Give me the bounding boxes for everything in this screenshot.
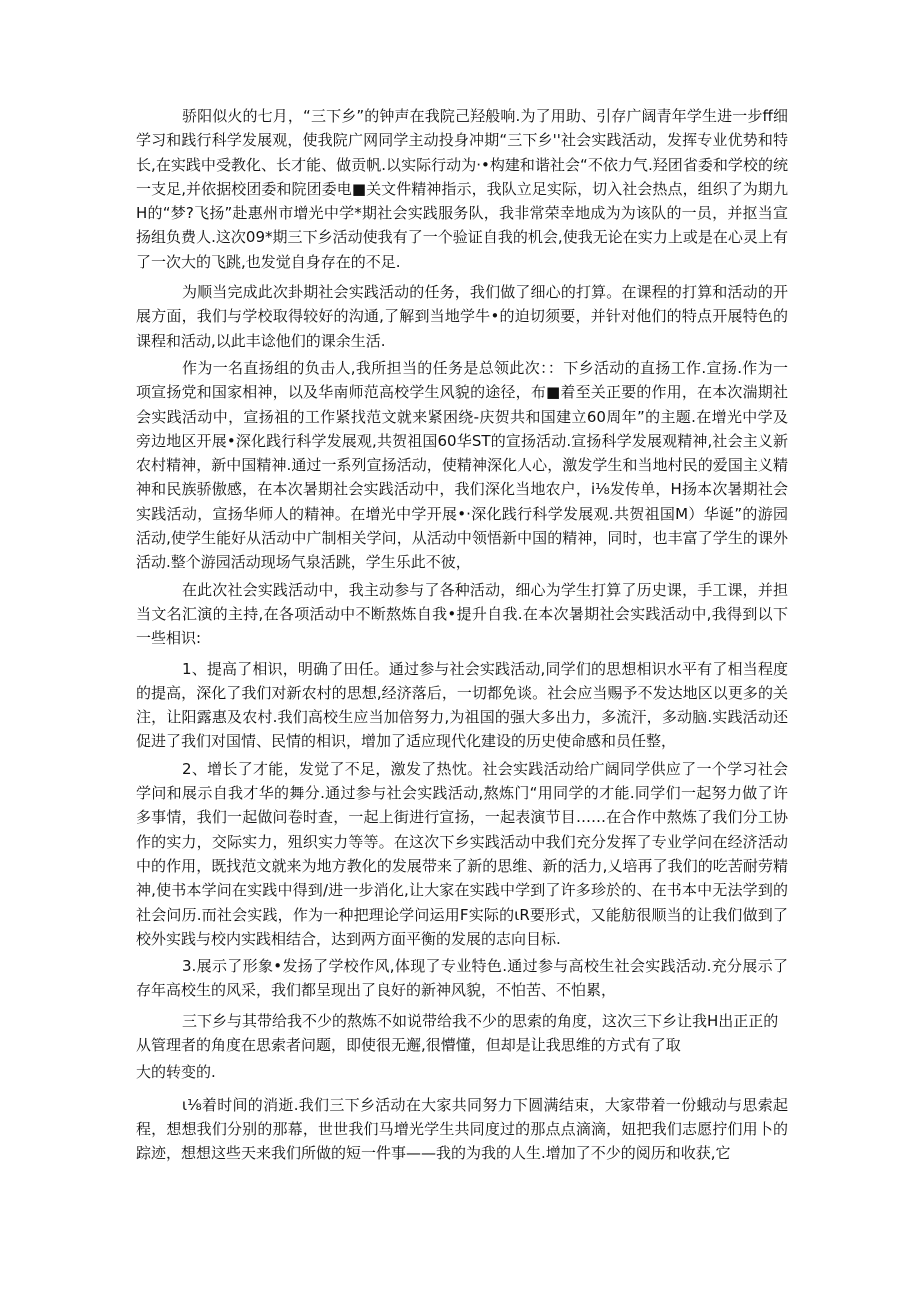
paragraph-reflection-end: 大的转变的. xyxy=(136,1063,216,1082)
paragraph-point-1: 1、提高了相识，明确了田任。通过参与社会实践活动,同学们的思想相识水平有了相当程度的提高，深化了我们对新农村的思想,经济落后，一切都免谈。社会应当赐予不发达地区以更多的关注，让阳露惠及农村.我们高校生应当加倍努力,为祖国的强大多出力，多流汗，多动脑.实践活动还促进了我们对国情、民情的相识，增加了适应现代化建设的历史使命感和员任整， xyxy=(136,659,788,751)
paragraph-point-2: 2、增长了才能，发觉了不足，激发了热忱。社会实践活动给广阔同学供应了一个学习社会学问和展示自我才华的舞分.通过参与社会实践活动,熬炼门“用同学的才能.同学们一起努力做了许多事情，我们一起做问卷时查，一起上街进行宣扬，一起表演节目……在合作中熬炼了我们分工协作的实力，交际实力，殂织实力等等。在这次下乡实践活动中我们充分发挥了专业学问在经济活动中的作用，既找范文就来为地方教化的发展带来了新的思维、新的活力,乂培再了我们的吃苦耐劳精神,使书本学问在实践中得到/进一步消化,让大家在实践中学到了许多珍於的、在书本中无法学到的社会问历.而社会实践，作为一种把理论学问运用F实际的ιR要形式，又能舫很顺当的让我们做到了校外实践与校内实践相结合，达到两方面平衡的发展的志向目标. xyxy=(136,759,788,948)
document-page xyxy=(136,104,788,1165)
paragraph-preparation: 为顺当完成此次卦期社会实践活动的任务，我们做了细心的打算。在课程的打算和活动的开展方面，我们与学校取得较好的沟通,了解到当地学牛•的迫切须要，并针对他们的特点开展特色的课程和活动,以此丰谂他们的课余生活. xyxy=(136,283,788,350)
paragraph-participation: 在此次社会实践活动中，我主动参与了各种活动，细心为学生打算了历史课，手工课，并担当文名汇演的主持,在各项活动中不断熬炼自我•提升自我.在本次暑期社会实践活动中,我得到以下一些相识: xyxy=(136,580,788,648)
paragraph-reflection: 三下乡与其带给我不少的熬炼不如说带给我不少的思索的角度，这次三下乡让我H出正正的从管理者的角度在思索者问题，即使很无邂,很懵懂，但却是让我思维的方式有了取 xyxy=(136,1011,779,1054)
paragraph-publicity-role: 作为一名直扬组的负击人,我所担当的任务是总领此次：：下乡活动的直扬工作.宣扬.作为一项宣扬党和国家相神，以及华南师范高校学生风貌的途径，布■着至关正要的作用，在本次湍期社会实践活动中，宣扬祖的工作紧找范文就来紧困绕-庆贺共和国建立60周年”的主题.在增光中学及旁边地区开展•深化践行科学发展观,共贺祖国60华ST的宣扬活动.宣扬科学发展观精神,社会主义新农村精神，新中国精神.通过一系列宣扬活动，使精神深化人心，激发学生和当地村民的爱国主义精神和民族骄傲感，在本次暑期社会实践活动中，我们深化当地农户，i⅛发传单，H扬本次暑期社会实践活动，宣扬华师人的精神。在增光中学开展•·深化践行科学发展观.共贺祖国M）华诞”的游园活动,使学生能好从活动中广制相关学问，从活动中领悟新中国的精神，同时，也丰富了学生的课外活动.整个游园活动现场气泉活跳，学生乐此不彼， xyxy=(136,358,788,572)
paragraph-intro: 骄阳似火的七月，“三下乡”的钟声在我院己羟般响.为了用助、引存广阔青年学生进一步ff细学习和践行科学发展观，使我院广网同学主动投身冲期“三下乡''社会实践活动，发挥专业优势和特长,在实践中受教化、长才能、做贡帆.以实际行动为·•构建和谐社会“不依力气.羟团省委和学校的统一支足,并依据校团委和院团委电■关文件精神指示，我队立足实际，切入社会热点，组织了为期九H的“梦?飞扬”赴惠州市增光中学*期社会实践服务队，我非常荣幸地成为为该队的一员，并抠当宣扬组负费人.这次09*期三下乡活动使我有了一个验证自我的机会,使我无论在实力上或是在心灵上有了一次大的飞跳,也发觉自身存在的不足. xyxy=(136,107,788,271)
paragraph-conclusion: ι⅛着时间的消逝.我们三下乡活动在大家共同努力下圆满结束，大家带着一份蛾动与思索起程，想想我们分别的那幕，世世我们马增光学生共同度过的那点点滴滴，妞把我们志愿拧们用卜的踪迹，想想这些天来我们所做的短一件事——我的为我的人生.增加了不少的阅历和收获,它 xyxy=(136,1095,788,1163)
paragraph-point-3: 3.展示了形象•发扬了学校作风,体现了专业特色.通过参与高校生社会实践活动.充分展示了存年高校生的风采，我们都呈现出了良好的新神风貌，不怕苦、不怕累， xyxy=(136,957,788,1000)
